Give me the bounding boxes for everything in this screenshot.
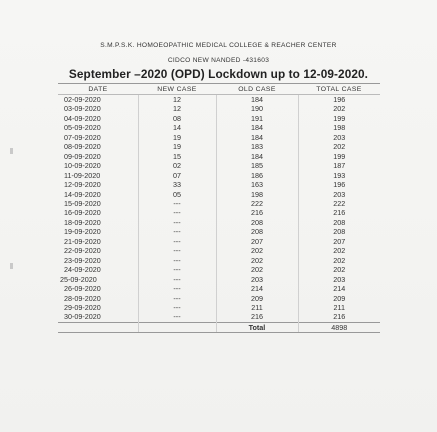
table-row xyxy=(58,95,380,105)
table-row xyxy=(58,114,380,123)
table-row xyxy=(58,256,380,265)
row-total-case: 222 xyxy=(298,199,380,208)
table-row xyxy=(58,294,380,303)
row-old-case: 190 xyxy=(216,104,298,113)
row-new-case: --- xyxy=(138,227,216,236)
row-total-case: 193 xyxy=(298,171,380,180)
table-row xyxy=(58,123,380,132)
row-total-case: 199 xyxy=(298,114,380,123)
row-old-case: 184 xyxy=(216,133,298,142)
row-total-case: 203 xyxy=(298,275,380,284)
row-date: 08-09-2020 xyxy=(64,142,101,152)
row-date: 10-09-2020 xyxy=(64,161,101,171)
row-date: 26-09-2020 xyxy=(64,284,101,294)
institution-address: CIDCO NEW NANDED -431603 xyxy=(167,57,270,64)
row-date: 22-09-2020 xyxy=(64,246,101,256)
row-old-case: 163 xyxy=(216,180,298,189)
row-new-case: --- xyxy=(138,237,216,246)
row-old-case: 183 xyxy=(216,142,298,151)
table-row xyxy=(58,142,380,151)
row-total-case: 216 xyxy=(298,208,380,217)
row-old-case: 207 xyxy=(216,237,298,246)
row-old-case: 209 xyxy=(216,294,298,303)
row-new-case: 12 xyxy=(138,104,216,113)
row-total-case: 199 xyxy=(298,152,380,161)
column-header-date: DATE xyxy=(58,84,138,95)
row-date: 07-09-2020 xyxy=(64,132,101,142)
row-new-case: --- xyxy=(138,199,216,208)
table-row xyxy=(58,312,380,322)
row-total-case: 207 xyxy=(298,237,380,246)
row-date: 21-09-2020 xyxy=(64,236,101,246)
row-total-case: 208 xyxy=(298,218,380,227)
row-old-case: 191 xyxy=(216,114,298,123)
column-header-total-case: TOTAL CASE xyxy=(298,84,380,95)
row-old-case: 208 xyxy=(216,227,298,236)
row-old-case: 185 xyxy=(216,161,298,170)
scan-mark xyxy=(10,148,13,154)
row-total-case: 198 xyxy=(298,123,380,132)
row-new-case: 33 xyxy=(138,180,216,189)
table-row xyxy=(58,237,380,246)
row-old-case: 184 xyxy=(216,152,298,161)
row-date: 30-09-2020 xyxy=(64,312,101,322)
row-new-case: --- xyxy=(138,256,216,265)
table-row xyxy=(58,104,380,113)
row-new-case: --- xyxy=(138,303,216,312)
row-old-case: 216 xyxy=(216,312,298,322)
row-total-case: 202 xyxy=(298,246,380,255)
row-date: 14-09-2020 xyxy=(64,189,101,199)
row-date: 18-09-2020 xyxy=(64,217,101,227)
row-new-case: --- xyxy=(138,246,216,255)
row-date: 28-09-2020 xyxy=(64,293,101,303)
row-old-case: 216 xyxy=(216,208,298,217)
row-date: 19-09-2020 xyxy=(64,227,101,237)
table-row xyxy=(58,275,380,284)
table-row xyxy=(58,199,380,208)
row-old-case: 184 xyxy=(216,123,298,132)
row-new-case: --- xyxy=(138,312,216,322)
row-date: 25-09-2020 xyxy=(60,274,97,284)
row-total-case: 208 xyxy=(298,227,380,236)
table-row xyxy=(58,180,380,189)
row-total-case: 187 xyxy=(298,161,380,170)
table-row xyxy=(58,284,380,293)
table-row xyxy=(58,133,380,142)
row-total-case: 216 xyxy=(298,312,380,322)
row-total-case: 211 xyxy=(298,303,380,312)
row-old-case: 198 xyxy=(216,190,298,199)
row-old-case: 184 xyxy=(216,95,298,105)
row-new-case: --- xyxy=(138,284,216,293)
row-new-case: --- xyxy=(138,265,216,274)
table-header-row xyxy=(58,84,380,95)
row-date: 12-09-2020 xyxy=(64,180,101,190)
row-date: 05-09-2020 xyxy=(64,123,101,133)
opd-table xyxy=(58,83,380,333)
row-total-case: 202 xyxy=(298,265,380,274)
row-total-case: 209 xyxy=(298,294,380,303)
table-row xyxy=(58,152,380,161)
row-date: 03-09-2020 xyxy=(64,104,101,114)
total-label: Total xyxy=(216,322,298,332)
row-old-case: 211 xyxy=(216,303,298,312)
row-new-case: 08 xyxy=(138,114,216,123)
row-date: 09-09-2020 xyxy=(64,151,101,161)
row-total-case: 202 xyxy=(298,104,380,113)
table-row xyxy=(58,218,380,227)
grand-total-value: 4898 xyxy=(298,322,380,332)
column-header-old-case: OLD CASE xyxy=(216,84,298,95)
row-new-case: 14 xyxy=(138,123,216,132)
institution-name: S.M.P.S.K. HOMOEOPATHIC MEDICAL COLLEGE & REACHER CENTER xyxy=(100,42,337,49)
table-row xyxy=(58,208,380,217)
row-date: 04-09-2020 xyxy=(64,113,101,123)
row-date: 02-09-2020 xyxy=(64,95,101,104)
total-row xyxy=(58,322,380,332)
row-old-case: 214 xyxy=(216,284,298,293)
row-date: 24-09-2020 xyxy=(64,265,101,275)
row-new-case: --- xyxy=(138,294,216,303)
row-new-case: 12 xyxy=(138,95,216,105)
row-total-case: 203 xyxy=(298,133,380,142)
row-new-case: 19 xyxy=(138,142,216,151)
scan-mark xyxy=(10,263,13,269)
row-date: 16-09-2020 xyxy=(64,208,101,218)
total-spacer xyxy=(58,322,138,332)
row-date: 11-09-2020 xyxy=(64,170,101,180)
row-date: 29-09-2020 xyxy=(64,302,101,312)
row-total-case: 214 xyxy=(298,284,380,293)
row-new-case: 19 xyxy=(138,133,216,142)
table-row xyxy=(58,161,380,170)
row-new-case: --- xyxy=(138,218,216,227)
table-row xyxy=(58,246,380,255)
table-row xyxy=(58,227,380,236)
row-date: 23-09-2020 xyxy=(64,255,101,265)
row-new-case: --- xyxy=(138,275,216,284)
document-title: September –2020 (OPD) Lockdown up to 12-09-2020. xyxy=(68,67,369,81)
row-new-case: --- xyxy=(138,208,216,217)
row-old-case: 186 xyxy=(216,171,298,180)
row-new-case: 15 xyxy=(138,152,216,161)
table-row xyxy=(58,265,380,274)
table-row xyxy=(58,303,380,312)
row-old-case: 202 xyxy=(216,256,298,265)
row-old-case: 202 xyxy=(216,246,298,255)
row-old-case: 202 xyxy=(216,265,298,274)
row-total-case: 202 xyxy=(298,142,380,151)
row-date: 15-09-2020 xyxy=(64,198,101,208)
table-row xyxy=(58,171,380,180)
row-old-case: 222 xyxy=(216,199,298,208)
row-total-case: 202 xyxy=(298,256,380,265)
row-new-case: 07 xyxy=(138,171,216,180)
row-new-case: 02 xyxy=(138,161,216,170)
row-old-case: 203 xyxy=(216,275,298,284)
column-header-new-case: NEW CASE xyxy=(138,84,216,95)
row-new-case: 05 xyxy=(138,190,216,199)
total-spacer xyxy=(138,322,216,332)
table-row xyxy=(58,190,380,199)
row-total-case: 203 xyxy=(298,190,380,199)
row-old-case: 208 xyxy=(216,218,298,227)
row-total-case: 196 xyxy=(298,180,380,189)
row-total-case: 196 xyxy=(298,95,380,105)
